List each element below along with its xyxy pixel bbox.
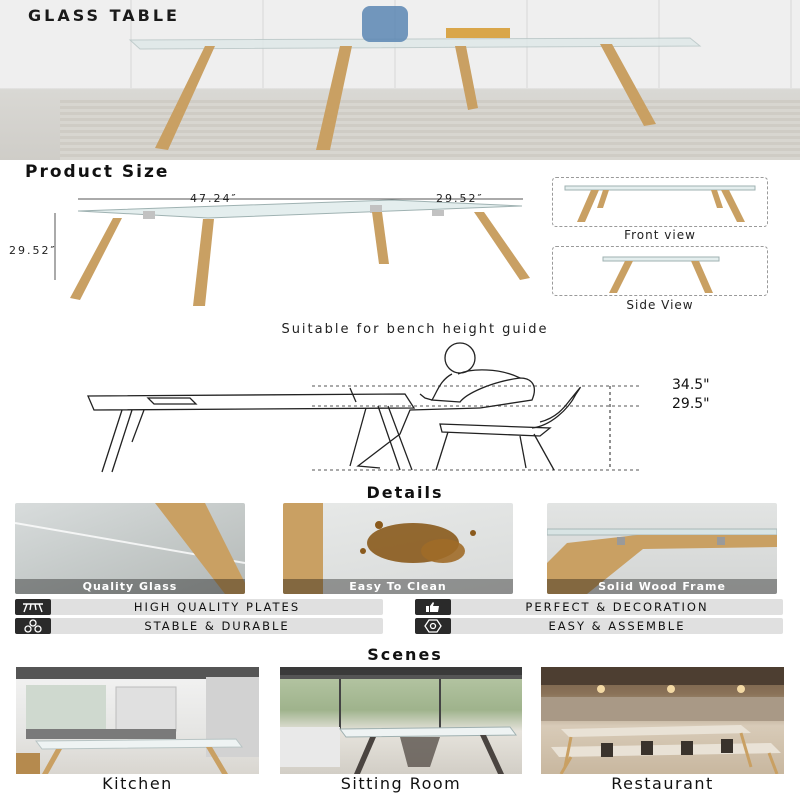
scene-kitchen-photo (16, 667, 259, 774)
hero-photo (0, 0, 800, 160)
feature-perfect-decoration (415, 599, 783, 615)
feature-easy-assemble (415, 618, 783, 634)
scene-caption: Restaurant (611, 774, 714, 793)
table-icon (15, 599, 51, 615)
kitchen-illustration (16, 667, 259, 774)
detail-caption: Solid Wood Frame (547, 579, 777, 594)
side-view-frame (552, 246, 768, 296)
hero-title: GLASS TABLE (28, 6, 180, 25)
thumbs-up-icon (415, 599, 451, 615)
scene-caption: Sitting Room (340, 774, 462, 793)
lower-height-label: 29.5" (672, 396, 710, 412)
detail-caption: Quality Glass (15, 579, 245, 594)
detail-card-quality-glass (15, 503, 245, 594)
restaurant-illustration (541, 667, 784, 774)
side-view-label: Side View (626, 298, 694, 312)
feature-label: HIGH QUALITY PLATES (133, 600, 301, 614)
detail-caption: Easy To Clean (283, 579, 513, 594)
front-view-label: Front view (624, 228, 696, 242)
detail-card-solid-wood-frame (547, 503, 777, 594)
cluster-icon (15, 618, 51, 634)
bench-guide-caption: Suitable for bench height guide (281, 322, 549, 337)
front-view-illustration (553, 178, 767, 226)
scenes-heading: Scenes (367, 645, 443, 664)
detail-card-easy-to-clean (283, 503, 513, 594)
feature-label: EASY & ASSEMBLE (548, 619, 686, 633)
dimension-length: 47.24″ (190, 192, 238, 205)
upper-height-label: 34.5" (672, 377, 710, 393)
feature-high-quality-plates (15, 599, 383, 615)
feature-label: PERFECT & DECORATION (525, 600, 709, 614)
scene-caption: Kitchen (102, 774, 173, 793)
scene-sitting-room-photo (280, 667, 522, 774)
sitting-room-illustration (280, 667, 522, 774)
side-view-illustration (553, 247, 767, 295)
feature-label: STABLE & DURABLE (144, 619, 290, 633)
scene-restaurant-photo (541, 667, 784, 774)
bench-height-diagram (80, 338, 660, 476)
product-size-heading: Product Size (25, 162, 170, 182)
feature-stable-durable (15, 618, 383, 634)
dimension-height: 29.52″ (9, 244, 57, 257)
dimension-width: 29.52″ (436, 192, 484, 205)
front-view-frame (552, 177, 768, 227)
hex-nut-icon (415, 618, 451, 634)
details-heading: Details (366, 483, 444, 502)
